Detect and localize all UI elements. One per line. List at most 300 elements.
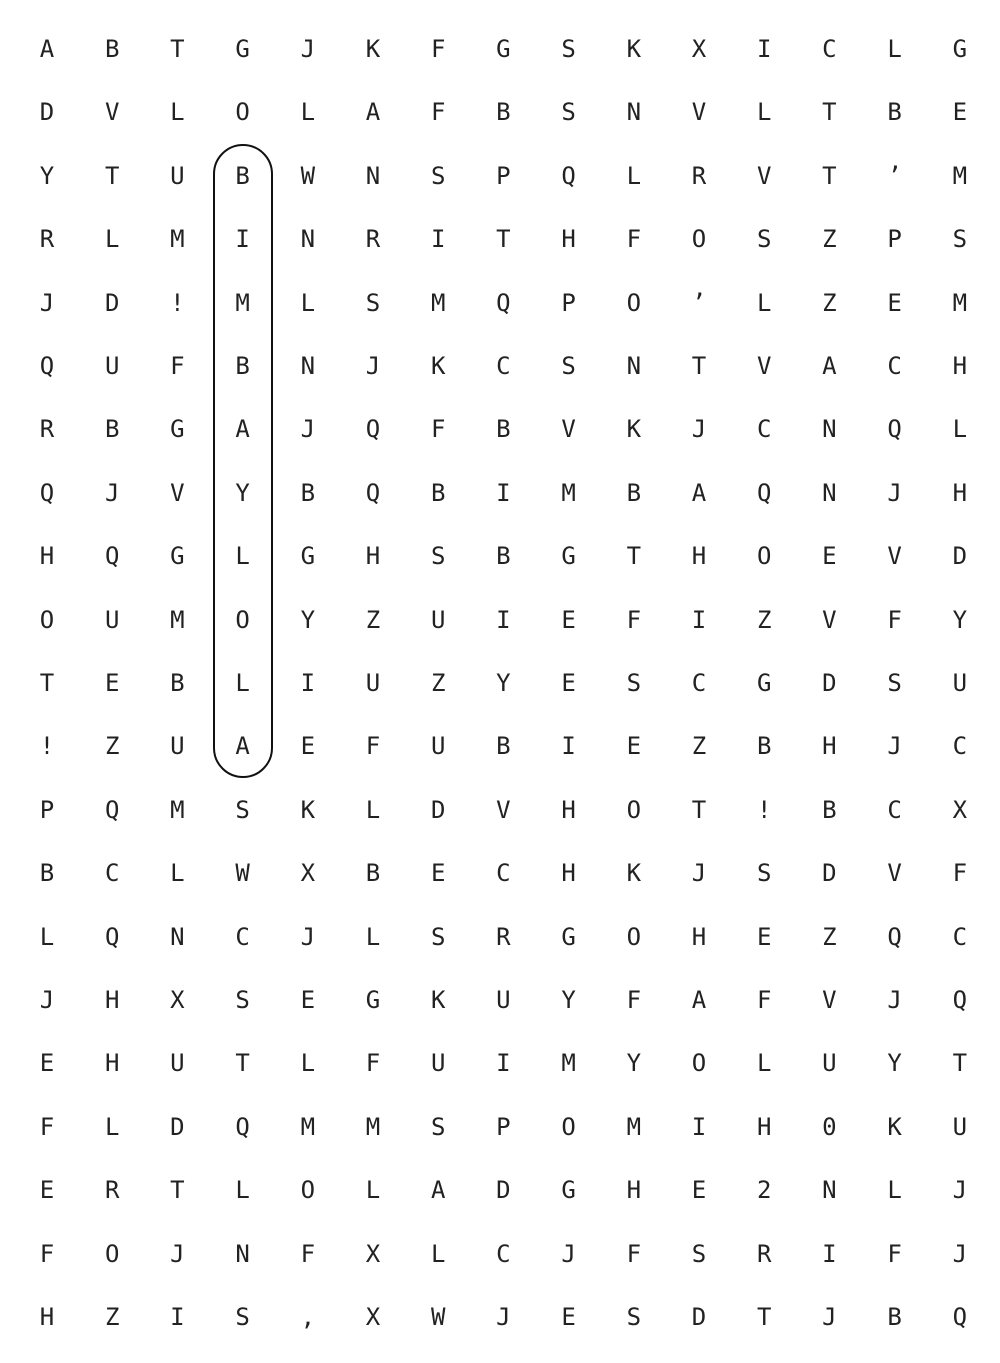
grid-letter-r13-c11[interactable]: S xyxy=(756,859,772,888)
grid-letter-r15-c11[interactable]: F xyxy=(756,986,772,1014)
grid-letter-r10-c12[interactable]: D xyxy=(822,669,837,697)
grid-letter-r11-c3[interactable]: A xyxy=(235,732,250,761)
grid-letter-r12-c14[interactable]: X xyxy=(952,795,968,824)
grid-letter-r11-c2[interactable]: U xyxy=(170,732,185,761)
grid-letter-r17-c9[interactable]: M xyxy=(626,1112,642,1141)
grid-letter-r5-c2[interactable]: F xyxy=(170,352,185,380)
grid-letter-r9-c8[interactable]: E xyxy=(561,605,576,634)
grid-letter-r18-c12[interactable]: N xyxy=(822,1176,837,1205)
grid-letter-r16-c10[interactable]: O xyxy=(691,1049,707,1078)
grid-letter-r12-c10[interactable]: T xyxy=(691,795,707,824)
grid-letter-r17-c5[interactable]: M xyxy=(365,1112,381,1141)
grid-letter-r13-c4[interactable]: X xyxy=(300,859,316,888)
grid-letter-r17-c13[interactable]: K xyxy=(887,1112,902,1141)
grid-letter-r9-c6[interactable]: U xyxy=(430,605,446,634)
grid-letter-r16-c6[interactable]: U xyxy=(430,1049,446,1078)
grid-letter-r17-c11[interactable]: H xyxy=(756,1112,772,1141)
grid-letter-r6-c12[interactable]: N xyxy=(822,415,837,444)
grid-letter-r5-c13[interactable]: C xyxy=(887,352,902,380)
grid-letter-r14-c0[interactable]: L xyxy=(39,922,55,951)
grid-letter-r20-c2[interactable]: I xyxy=(170,1303,185,1331)
grid-letter-r14-c8[interactable]: G xyxy=(561,922,576,951)
grid-letter-r15-c8[interactable]: Y xyxy=(561,986,576,1014)
grid-letter-r3-c14[interactable]: S xyxy=(952,225,968,254)
grid-letter-r14-c1[interactable]: Q xyxy=(104,922,120,951)
grid-letter-r10-c1[interactable]: E xyxy=(104,669,120,697)
grid-letter-r8-c11[interactable]: O xyxy=(756,542,772,571)
grid-letter-r12-c11[interactable]: ! xyxy=(756,795,772,824)
grid-letter-r7-c11[interactable]: Q xyxy=(756,478,772,507)
grid-letter-r17-c2[interactable]: D xyxy=(170,1112,185,1141)
grid-letter-r2-c1[interactable]: T xyxy=(104,161,120,190)
grid-letter-r2-c8[interactable]: Q xyxy=(561,161,576,190)
grid-letter-r0-c3[interactable]: G xyxy=(235,35,250,63)
grid-letter-r2-c4[interactable]: W xyxy=(300,161,316,190)
grid-letter-r10-c4[interactable]: I xyxy=(300,669,316,697)
grid-letter-r6-c11[interactable]: C xyxy=(756,415,772,444)
grid-letter-r15-c3[interactable]: S xyxy=(235,986,250,1014)
grid-letter-r0-c14[interactable]: G xyxy=(952,35,968,63)
grid-letter-r6-c6[interactable]: F xyxy=(430,415,446,444)
grid-letter-r1-c14[interactable]: E xyxy=(952,98,968,127)
grid-letter-r0-c1[interactable]: B xyxy=(104,35,120,63)
grid-letter-r9-c5[interactable]: Z xyxy=(365,605,381,634)
grid-letter-r5-c3[interactable]: B xyxy=(235,352,250,380)
grid-letter-r7-c8[interactable]: M xyxy=(561,478,576,507)
grid-letter-r2-c11[interactable]: V xyxy=(756,161,772,190)
grid-letter-r7-c2[interactable]: V xyxy=(170,478,185,507)
grid-letter-r0-c0[interactable]: A xyxy=(39,35,55,63)
grid-letter-r13-c7[interactable]: C xyxy=(496,859,511,888)
grid-letter-r13-c0[interactable]: B xyxy=(39,859,55,888)
grid-letter-r8-c10[interactable]: H xyxy=(691,542,707,571)
grid-letter-r20-c10[interactable]: D xyxy=(691,1303,707,1331)
grid-letter-r16-c9[interactable]: Y xyxy=(626,1049,642,1078)
grid-letter-r1-c6[interactable]: F xyxy=(430,98,446,127)
grid-letter-r5-c6[interactable]: K xyxy=(430,352,446,380)
grid-letter-r1-c1[interactable]: V xyxy=(104,98,120,127)
grid-letter-r17-c3[interactable]: Q xyxy=(235,1112,250,1141)
grid-letter-r9-c2[interactable]: M xyxy=(170,605,185,634)
grid-letter-r20-c6[interactable]: W xyxy=(430,1303,446,1331)
grid-letter-r11-c14[interactable]: C xyxy=(952,732,968,761)
grid-letter-r18-c6[interactable]: A xyxy=(430,1176,446,1205)
grid-letter-r17-c7[interactable]: P xyxy=(496,1112,511,1141)
grid-letter-r17-c10[interactable]: I xyxy=(691,1112,707,1141)
grid-letter-r4-c10[interactable]: ’ xyxy=(691,288,707,317)
grid-letter-r3-c4[interactable]: N xyxy=(300,225,316,254)
grid-letter-r19-c0[interactable]: F xyxy=(39,1239,55,1268)
grid-letter-r3-c0[interactable]: R xyxy=(39,225,55,254)
grid-letter-r19-c7[interactable]: C xyxy=(496,1239,511,1268)
grid-letter-r5-c11[interactable]: V xyxy=(756,352,772,380)
grid-letter-r9-c11[interactable]: Z xyxy=(756,605,772,634)
grid-letter-r0-c5[interactable]: K xyxy=(365,35,381,63)
grid-letter-r8-c7[interactable]: B xyxy=(496,542,511,571)
grid-letter-r14-c7[interactable]: R xyxy=(496,922,511,951)
grid-letter-r20-c12[interactable]: J xyxy=(822,1303,837,1331)
grid-letter-r1-c10[interactable]: V xyxy=(691,98,707,127)
grid-letter-r15-c0[interactable]: J xyxy=(39,986,55,1014)
grid-letter-r5-c8[interactable]: S xyxy=(561,352,576,380)
grid-letter-r18-c4[interactable]: O xyxy=(300,1176,316,1205)
grid-letter-r5-c4[interactable]: N xyxy=(300,352,316,380)
grid-letter-r15-c12[interactable]: V xyxy=(822,986,837,1014)
grid-letter-r15-c9[interactable]: F xyxy=(626,986,642,1014)
grid-letter-r11-c1[interactable]: Z xyxy=(104,732,120,761)
grid-letter-r16-c14[interactable]: T xyxy=(952,1049,968,1078)
grid-letter-r14-c11[interactable]: E xyxy=(756,922,772,951)
grid-letter-r7-c13[interactable]: J xyxy=(887,478,902,507)
grid-letter-r5-c9[interactable]: N xyxy=(626,352,642,380)
grid-letter-r19-c6[interactable]: L xyxy=(430,1239,446,1268)
grid-letter-r10-c8[interactable]: E xyxy=(561,669,576,697)
grid-letter-r1-c12[interactable]: T xyxy=(822,98,837,127)
grid-letter-r19-c5[interactable]: X xyxy=(365,1239,381,1268)
grid-letter-r11-c11[interactable]: B xyxy=(756,732,772,761)
grid-letter-r19-c1[interactable]: O xyxy=(104,1239,120,1268)
grid-letter-r1-c11[interactable]: L xyxy=(756,98,772,127)
grid-letter-r20-c11[interactable]: T xyxy=(756,1303,772,1331)
grid-letter-r14-c9[interactable]: O xyxy=(626,922,642,951)
grid-letter-r18-c3[interactable]: L xyxy=(235,1176,250,1205)
grid-letter-r14-c14[interactable]: C xyxy=(952,922,968,951)
grid-letter-r1-c3[interactable]: O xyxy=(235,98,250,127)
grid-letter-r13-c14[interactable]: F xyxy=(952,859,968,888)
grid-letter-r3-c9[interactable]: F xyxy=(626,225,642,254)
grid-letter-r6-c0[interactable]: R xyxy=(39,415,55,444)
grid-letter-r8-c12[interactable]: E xyxy=(822,542,837,571)
grid-letter-r18-c10[interactable]: E xyxy=(691,1176,707,1205)
grid-letter-r17-c0[interactable]: F xyxy=(39,1112,55,1141)
grid-letter-r14-c5[interactable]: L xyxy=(365,922,381,951)
grid-letter-r12-c7[interactable]: V xyxy=(496,795,511,824)
grid-letter-r20-c9[interactable]: S xyxy=(626,1303,642,1331)
grid-letter-r2-c5[interactable]: N xyxy=(365,161,381,190)
grid-letter-r3-c7[interactable]: T xyxy=(496,225,511,254)
grid-letter-r11-c0[interactable]: ! xyxy=(39,732,55,761)
grid-letter-r4-c5[interactable]: S xyxy=(365,288,381,317)
grid-letter-r4-c6[interactable]: M xyxy=(430,288,446,317)
grid-letter-r1-c7[interactable]: B xyxy=(496,98,511,127)
grid-letter-r1-c5[interactable]: A xyxy=(365,98,381,127)
grid-letter-r9-c12[interactable]: V xyxy=(822,605,837,634)
grid-letter-r1-c0[interactable]: D xyxy=(39,98,55,127)
grid-letter-r13-c1[interactable]: C xyxy=(104,859,120,888)
grid-letter-r2-c10[interactable]: R xyxy=(691,161,707,190)
grid-letter-r10-c5[interactable]: U xyxy=(365,669,381,697)
grid-letter-r9-c13[interactable]: F xyxy=(887,605,902,634)
grid-letter-r18-c1[interactable]: R xyxy=(104,1176,120,1205)
grid-letter-r7-c9[interactable]: B xyxy=(626,478,642,507)
grid-letter-r20-c7[interactable]: J xyxy=(496,1303,511,1331)
grid-letter-r2-c6[interactable]: S xyxy=(430,161,446,190)
grid-letter-r7-c4[interactable]: B xyxy=(300,478,316,507)
grid-letter-r20-c8[interactable]: E xyxy=(561,1303,576,1331)
grid-letter-r6-c2[interactable]: G xyxy=(170,415,185,444)
grid-letter-r0-c11[interactable]: I xyxy=(756,35,772,63)
grid-letter-r19-c14[interactable]: J xyxy=(952,1239,968,1268)
grid-letter-r15-c10[interactable]: A xyxy=(691,986,707,1014)
grid-letter-r16-c2[interactable]: U xyxy=(170,1049,185,1078)
grid-letter-r4-c13[interactable]: E xyxy=(887,288,902,317)
grid-letter-r0-c9[interactable]: K xyxy=(626,35,642,63)
grid-letter-r12-c5[interactable]: L xyxy=(365,795,381,824)
grid-letter-r10-c13[interactable]: S xyxy=(887,669,902,697)
grid-letter-r8-c14[interactable]: D xyxy=(952,542,968,571)
grid-letter-r6-c13[interactable]: Q xyxy=(887,415,902,444)
grid-letter-r8-c13[interactable]: V xyxy=(887,542,902,571)
grid-letter-r4-c2[interactable]: ! xyxy=(170,288,185,317)
grid-letter-r9-c7[interactable]: I xyxy=(496,605,511,634)
grid-letter-r4-c12[interactable]: Z xyxy=(822,288,837,317)
grid-letter-r4-c4[interactable]: L xyxy=(300,288,316,317)
grid-letter-r18-c7[interactable]: D xyxy=(496,1176,511,1205)
grid-letter-r9-c9[interactable]: F xyxy=(626,605,642,634)
grid-letter-r5-c0[interactable]: Q xyxy=(39,352,55,380)
grid-letter-r13-c2[interactable]: L xyxy=(170,859,185,888)
grid-letter-r7-c0[interactable]: Q xyxy=(39,478,55,507)
grid-letter-r5-c12[interactable]: A xyxy=(822,352,837,380)
grid-letter-r10-c0[interactable]: T xyxy=(39,669,55,697)
grid-letter-r4-c14[interactable]: M xyxy=(952,288,968,317)
grid-letter-r2-c3[interactable]: B xyxy=(235,161,250,190)
grid-letter-r20-c1[interactable]: Z xyxy=(104,1303,120,1331)
grid-letter-r10-c14[interactable]: U xyxy=(952,669,968,697)
grid-letter-r6-c14[interactable]: L xyxy=(952,415,968,444)
grid-letter-r8-c3[interactable]: L xyxy=(235,542,250,571)
grid-letter-r16-c0[interactable]: E xyxy=(39,1049,55,1078)
grid-letter-r4-c7[interactable]: Q xyxy=(496,288,511,317)
grid-letter-r18-c0[interactable]: E xyxy=(39,1176,55,1205)
grid-letter-r8-c1[interactable]: Q xyxy=(104,542,120,571)
grid-letter-r16-c4[interactable]: L xyxy=(300,1049,316,1078)
grid-letter-r13-c6[interactable]: E xyxy=(430,859,446,888)
grid-letter-r20-c0[interactable]: H xyxy=(39,1303,55,1331)
grid-letter-r14-c13[interactable]: Q xyxy=(887,922,902,951)
grid-letter-r6-c7[interactable]: B xyxy=(496,415,511,444)
grid-letter-r13-c9[interactable]: K xyxy=(626,859,642,888)
grid-letter-r4-c11[interactable]: L xyxy=(756,288,772,317)
grid-letter-r11-c6[interactable]: U xyxy=(430,732,446,761)
grid-letter-r14-c2[interactable]: N xyxy=(170,922,185,951)
grid-letter-r20-c4[interactable]: , xyxy=(300,1303,316,1331)
grid-letter-r15-c1[interactable]: H xyxy=(104,986,120,1014)
grid-letter-r13-c5[interactable]: B xyxy=(365,859,381,888)
grid-letter-r2-c13[interactable]: ’ xyxy=(887,161,902,190)
grid-letter-r17-c1[interactable]: L xyxy=(104,1112,120,1141)
grid-letter-r18-c14[interactable]: J xyxy=(952,1176,968,1205)
grid-letter-r10-c11[interactable]: G xyxy=(756,669,772,697)
grid-letter-r1-c2[interactable]: L xyxy=(170,98,185,127)
grid-letter-r0-c10[interactable]: X xyxy=(691,35,707,63)
grid-letter-r6-c10[interactable]: J xyxy=(691,415,707,444)
grid-letter-r11-c10[interactable]: Z xyxy=(691,732,707,761)
grid-letter-r1-c4[interactable]: L xyxy=(300,98,316,127)
grid-letter-r18-c5[interactable]: L xyxy=(365,1176,381,1205)
grid-letter-r12-c4[interactable]: K xyxy=(300,795,316,824)
grid-letter-r20-c5[interactable]: X xyxy=(365,1303,381,1331)
grid-letter-r10-c10[interactable]: C xyxy=(691,669,707,697)
grid-letter-r5-c7[interactable]: C xyxy=(496,352,511,380)
grid-letter-r11-c4[interactable]: E xyxy=(300,732,316,761)
grid-letter-r19-c3[interactable]: N xyxy=(235,1239,250,1268)
grid-letter-r7-c1[interactable]: J xyxy=(104,478,120,507)
grid-letter-r11-c12[interactable]: H xyxy=(822,732,837,761)
grid-letter-r8-c8[interactable]: G xyxy=(561,542,576,571)
grid-letter-r15-c5[interactable]: G xyxy=(365,986,381,1014)
grid-letter-r11-c7[interactable]: B xyxy=(496,732,511,761)
grid-letter-r3-c13[interactable]: P xyxy=(887,225,902,254)
grid-letter-r7-c5[interactable]: Q xyxy=(365,478,381,507)
grid-letter-r13-c3[interactable]: W xyxy=(235,859,250,888)
grid-letter-r7-c6[interactable]: B xyxy=(430,478,446,507)
grid-letter-r3-c10[interactable]: O xyxy=(691,225,707,254)
grid-letter-r0-c7[interactable]: G xyxy=(496,35,511,63)
grid-letter-r9-c3[interactable]: O xyxy=(235,605,250,634)
grid-letter-r12-c6[interactable]: D xyxy=(430,795,446,824)
grid-letter-r10-c9[interactable]: S xyxy=(626,669,642,697)
grid-letter-r0-c2[interactable]: T xyxy=(170,35,185,63)
grid-letter-r12-c3[interactable]: S xyxy=(235,795,250,824)
grid-letter-r17-c4[interactable]: M xyxy=(300,1112,316,1141)
grid-letter-r12-c13[interactable]: C xyxy=(887,795,902,824)
grid-letter-r10-c7[interactable]: Y xyxy=(496,669,511,697)
grid-letter-r17-c6[interactable]: S xyxy=(430,1112,446,1141)
grid-letter-r20-c14[interactable]: Q xyxy=(952,1303,968,1331)
grid-letter-r2-c14[interactable]: M xyxy=(952,161,968,190)
grid-letter-r5-c5[interactable]: J xyxy=(365,352,381,380)
grid-letter-r20-c13[interactable]: B xyxy=(887,1303,902,1331)
grid-letter-r14-c3[interactable]: C xyxy=(235,922,250,951)
grid-letter-r4-c9[interactable]: O xyxy=(626,288,642,317)
grid-letter-r17-c14[interactable]: U xyxy=(952,1112,968,1141)
grid-letter-r15-c14[interactable]: Q xyxy=(952,986,968,1014)
grid-letter-r12-c12[interactable]: B xyxy=(822,795,837,824)
grid-letter-r13-c13[interactable]: V xyxy=(887,859,902,888)
grid-letter-r3-c5[interactable]: R xyxy=(365,225,381,254)
grid-letter-r9-c0[interactable]: O xyxy=(39,605,55,634)
grid-letter-r17-c12[interactable]: 0 xyxy=(822,1112,837,1141)
grid-letter-r16-c8[interactable]: M xyxy=(561,1049,576,1078)
grid-letter-r4-c8[interactable]: P xyxy=(561,288,576,317)
grid-letter-r6-c4[interactable]: J xyxy=(300,415,316,444)
grid-letter-r7-c12[interactable]: N xyxy=(822,478,837,507)
grid-letter-r7-c3[interactable]: Y xyxy=(235,478,250,507)
grid-letter-r10-c2[interactable]: B xyxy=(170,669,185,697)
grid-letter-r10-c6[interactable]: Z xyxy=(430,669,446,697)
grid-letter-r7-c10[interactable]: A xyxy=(691,478,707,507)
grid-letter-r16-c1[interactable]: H xyxy=(104,1049,120,1078)
grid-letter-r16-c12[interactable]: U xyxy=(822,1049,837,1078)
grid-letter-r18-c9[interactable]: H xyxy=(626,1176,642,1205)
grid-letter-r2-c2[interactable]: U xyxy=(170,161,185,190)
grid-letter-r15-c7[interactable]: U xyxy=(496,986,511,1014)
grid-letter-r19-c2[interactable]: J xyxy=(170,1239,185,1268)
grid-letter-r3-c2[interactable]: M xyxy=(170,225,185,254)
grid-letter-r12-c8[interactable]: H xyxy=(561,795,576,824)
grid-letter-r2-c7[interactable]: P xyxy=(496,161,511,190)
grid-letter-r12-c0[interactable]: P xyxy=(39,795,55,824)
grid-letter-r8-c0[interactable]: H xyxy=(39,542,55,571)
grid-letter-r3-c11[interactable]: S xyxy=(756,225,772,254)
grid-letter-r6-c3[interactable]: A xyxy=(235,415,250,444)
grid-letter-r15-c13[interactable]: J xyxy=(887,986,902,1014)
grid-letter-r19-c10[interactable]: S xyxy=(691,1239,707,1268)
grid-letter-r16-c11[interactable]: L xyxy=(756,1049,772,1078)
grid-letter-r18-c13[interactable]: L xyxy=(887,1176,902,1205)
grid-letter-r9-c14[interactable]: Y xyxy=(952,605,968,634)
grid-letter-r3-c6[interactable]: I xyxy=(430,225,446,254)
grid-letter-r13-c12[interactable]: D xyxy=(822,859,837,888)
grid-letter-r11-c9[interactable]: E xyxy=(626,732,642,761)
grid-letter-r16-c3[interactable]: T xyxy=(235,1049,250,1078)
grid-letter-r18-c11[interactable]: 2 xyxy=(756,1176,772,1205)
grid-letter-r0-c6[interactable]: F xyxy=(430,35,446,63)
grid-letter-r2-c9[interactable]: L xyxy=(626,161,642,190)
grid-letter-r15-c2[interactable]: X xyxy=(170,986,185,1014)
grid-letter-r19-c8[interactable]: J xyxy=(561,1239,576,1268)
grid-letter-r14-c10[interactable]: H xyxy=(691,922,707,951)
grid-letter-r13-c10[interactable]: J xyxy=(691,859,707,888)
grid-letter-r16-c7[interactable]: I xyxy=(496,1049,511,1078)
grid-letter-r19-c13[interactable]: F xyxy=(887,1239,902,1268)
grid-letter-r11-c5[interactable]: F xyxy=(365,732,381,761)
grid-letter-r18-c2[interactable]: T xyxy=(170,1176,185,1205)
grid-letter-r8-c6[interactable]: S xyxy=(430,542,446,571)
grid-letter-r4-c3[interactable]: M xyxy=(235,288,250,317)
grid-letter-r9-c1[interactable]: U xyxy=(104,605,120,634)
grid-letter-r8-c2[interactable]: G xyxy=(170,542,185,571)
grid-letter-r14-c6[interactable]: S xyxy=(430,922,446,951)
grid-letter-r9-c10[interactable]: I xyxy=(691,605,707,634)
grid-letter-r0-c4[interactable]: J xyxy=(300,35,316,63)
grid-letter-r1-c9[interactable]: N xyxy=(626,98,642,127)
grid-letter-r8-c4[interactable]: G xyxy=(300,542,316,571)
grid-letter-r19-c11[interactable]: R xyxy=(756,1239,772,1268)
grid-letter-r7-c7[interactable]: I xyxy=(496,478,511,507)
grid-letter-r15-c4[interactable]: E xyxy=(300,986,316,1014)
grid-letter-r8-c5[interactable]: H xyxy=(365,542,381,571)
grid-letter-r11-c8[interactable]: I xyxy=(561,732,576,761)
grid-letter-r0-c12[interactable]: C xyxy=(822,35,837,63)
grid-letter-r3-c12[interactable]: Z xyxy=(822,225,837,254)
grid-letter-r19-c4[interactable]: F xyxy=(300,1239,316,1268)
grid-letter-r18-c8[interactable]: G xyxy=(561,1176,576,1205)
grid-letter-r3-c1[interactable]: L xyxy=(104,225,120,254)
grid-letter-r3-c3[interactable]: I xyxy=(235,225,250,254)
grid-letter-r8-c9[interactable]: T xyxy=(626,542,642,571)
grid-letter-r11-c13[interactable]: J xyxy=(887,732,902,761)
grid-letter-r5-c14[interactable]: H xyxy=(952,352,968,380)
grid-letter-r0-c13[interactable]: L xyxy=(887,35,902,63)
grid-letter-r9-c4[interactable]: Y xyxy=(300,605,316,634)
grid-letter-r6-c8[interactable]: V xyxy=(561,415,576,444)
grid-letter-r1-c8[interactable]: S xyxy=(561,98,576,127)
grid-letter-r14-c12[interactable]: Z xyxy=(822,922,837,951)
grid-letter-r0-c8[interactable]: S xyxy=(561,35,576,63)
grid-letter-r4-c1[interactable]: D xyxy=(104,288,120,317)
grid-letter-r1-c13[interactable]: B xyxy=(887,98,902,127)
grid-letter-r12-c9[interactable]: O xyxy=(626,795,642,824)
grid-letter-r2-c0[interactable]: Y xyxy=(39,161,55,190)
grid-letter-r12-c1[interactable]: Q xyxy=(104,795,120,824)
grid-letter-r17-c8[interactable]: O xyxy=(561,1112,576,1141)
grid-letter-r19-c9[interactable]: F xyxy=(626,1239,642,1268)
grid-letter-r12-c2[interactable]: M xyxy=(170,795,185,824)
grid-letter-r14-c4[interactable]: J xyxy=(300,922,316,951)
grid-letter-r6-c9[interactable]: K xyxy=(626,415,642,444)
